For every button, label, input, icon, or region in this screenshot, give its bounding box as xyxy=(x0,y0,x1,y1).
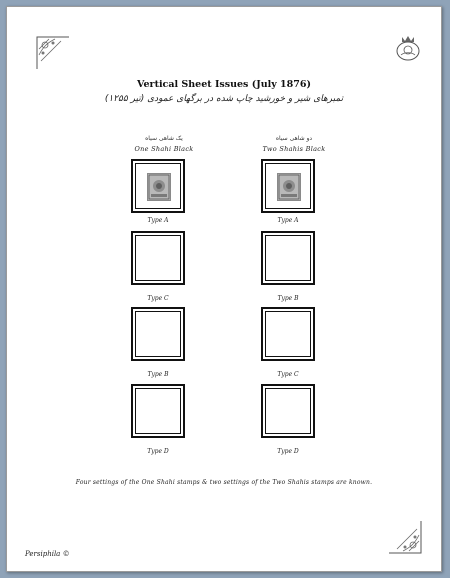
album-page xyxy=(6,6,442,572)
corner-ornament-top-left-icon xyxy=(35,35,71,71)
column-label-persian: دو شاهی سیاه xyxy=(275,135,313,142)
type-label: Type A xyxy=(147,217,169,224)
type-label: Type D xyxy=(277,448,299,455)
stamp-frame-inner xyxy=(265,311,311,357)
lion-and-sun-emblem-icon xyxy=(393,33,423,63)
stamp-frame[interactable] xyxy=(261,159,315,213)
stamp-frame-inner xyxy=(265,235,311,281)
page-title: Vertical Sheet Issues (July 1876) xyxy=(137,79,311,90)
footnote: Four settings of the One Shahi stamps & two settings of the Two Shahis stamps are known. xyxy=(75,479,373,486)
stamp-frame[interactable] xyxy=(131,384,185,438)
column-heading-right xyxy=(234,135,354,153)
stamp-frame-inner xyxy=(135,235,181,281)
stamp-frame[interactable] xyxy=(131,159,185,213)
stamp-frame[interactable] xyxy=(131,231,185,285)
type-label: Type A xyxy=(277,217,299,224)
type-label: Type C xyxy=(277,371,299,378)
type-label: Type C xyxy=(147,295,169,302)
stamp-frame[interactable] xyxy=(261,307,315,361)
type-label: Type B xyxy=(147,371,169,378)
type-label: Type D xyxy=(147,448,169,455)
page-subtitle-persian: تمبرهای شیر و خورشید چاپ شده در برگهای عمودی (تیر ۱۲۵۵) xyxy=(104,94,344,104)
corner-ornament-bottom-right-icon xyxy=(387,519,423,555)
stamp-frame-inner xyxy=(135,388,181,434)
stamp-image-icon xyxy=(277,173,301,201)
stamp-frame[interactable] xyxy=(261,384,315,438)
column-label-persian: یک شاهی سیاه xyxy=(145,135,183,142)
copyright-notice: Persiphila © xyxy=(25,550,70,558)
stamp-frame-inner xyxy=(265,388,311,434)
column-label-english: One Shahi Black xyxy=(134,145,194,153)
stamp-frame[interactable] xyxy=(261,231,315,285)
stamp-frame-inner xyxy=(135,311,181,357)
stamp-image-icon xyxy=(147,173,171,201)
column-label-english: Two Shahis Black xyxy=(262,145,326,153)
column-heading-left xyxy=(104,135,224,153)
type-label: Type B xyxy=(277,295,299,302)
stamp-frame[interactable] xyxy=(131,307,185,361)
